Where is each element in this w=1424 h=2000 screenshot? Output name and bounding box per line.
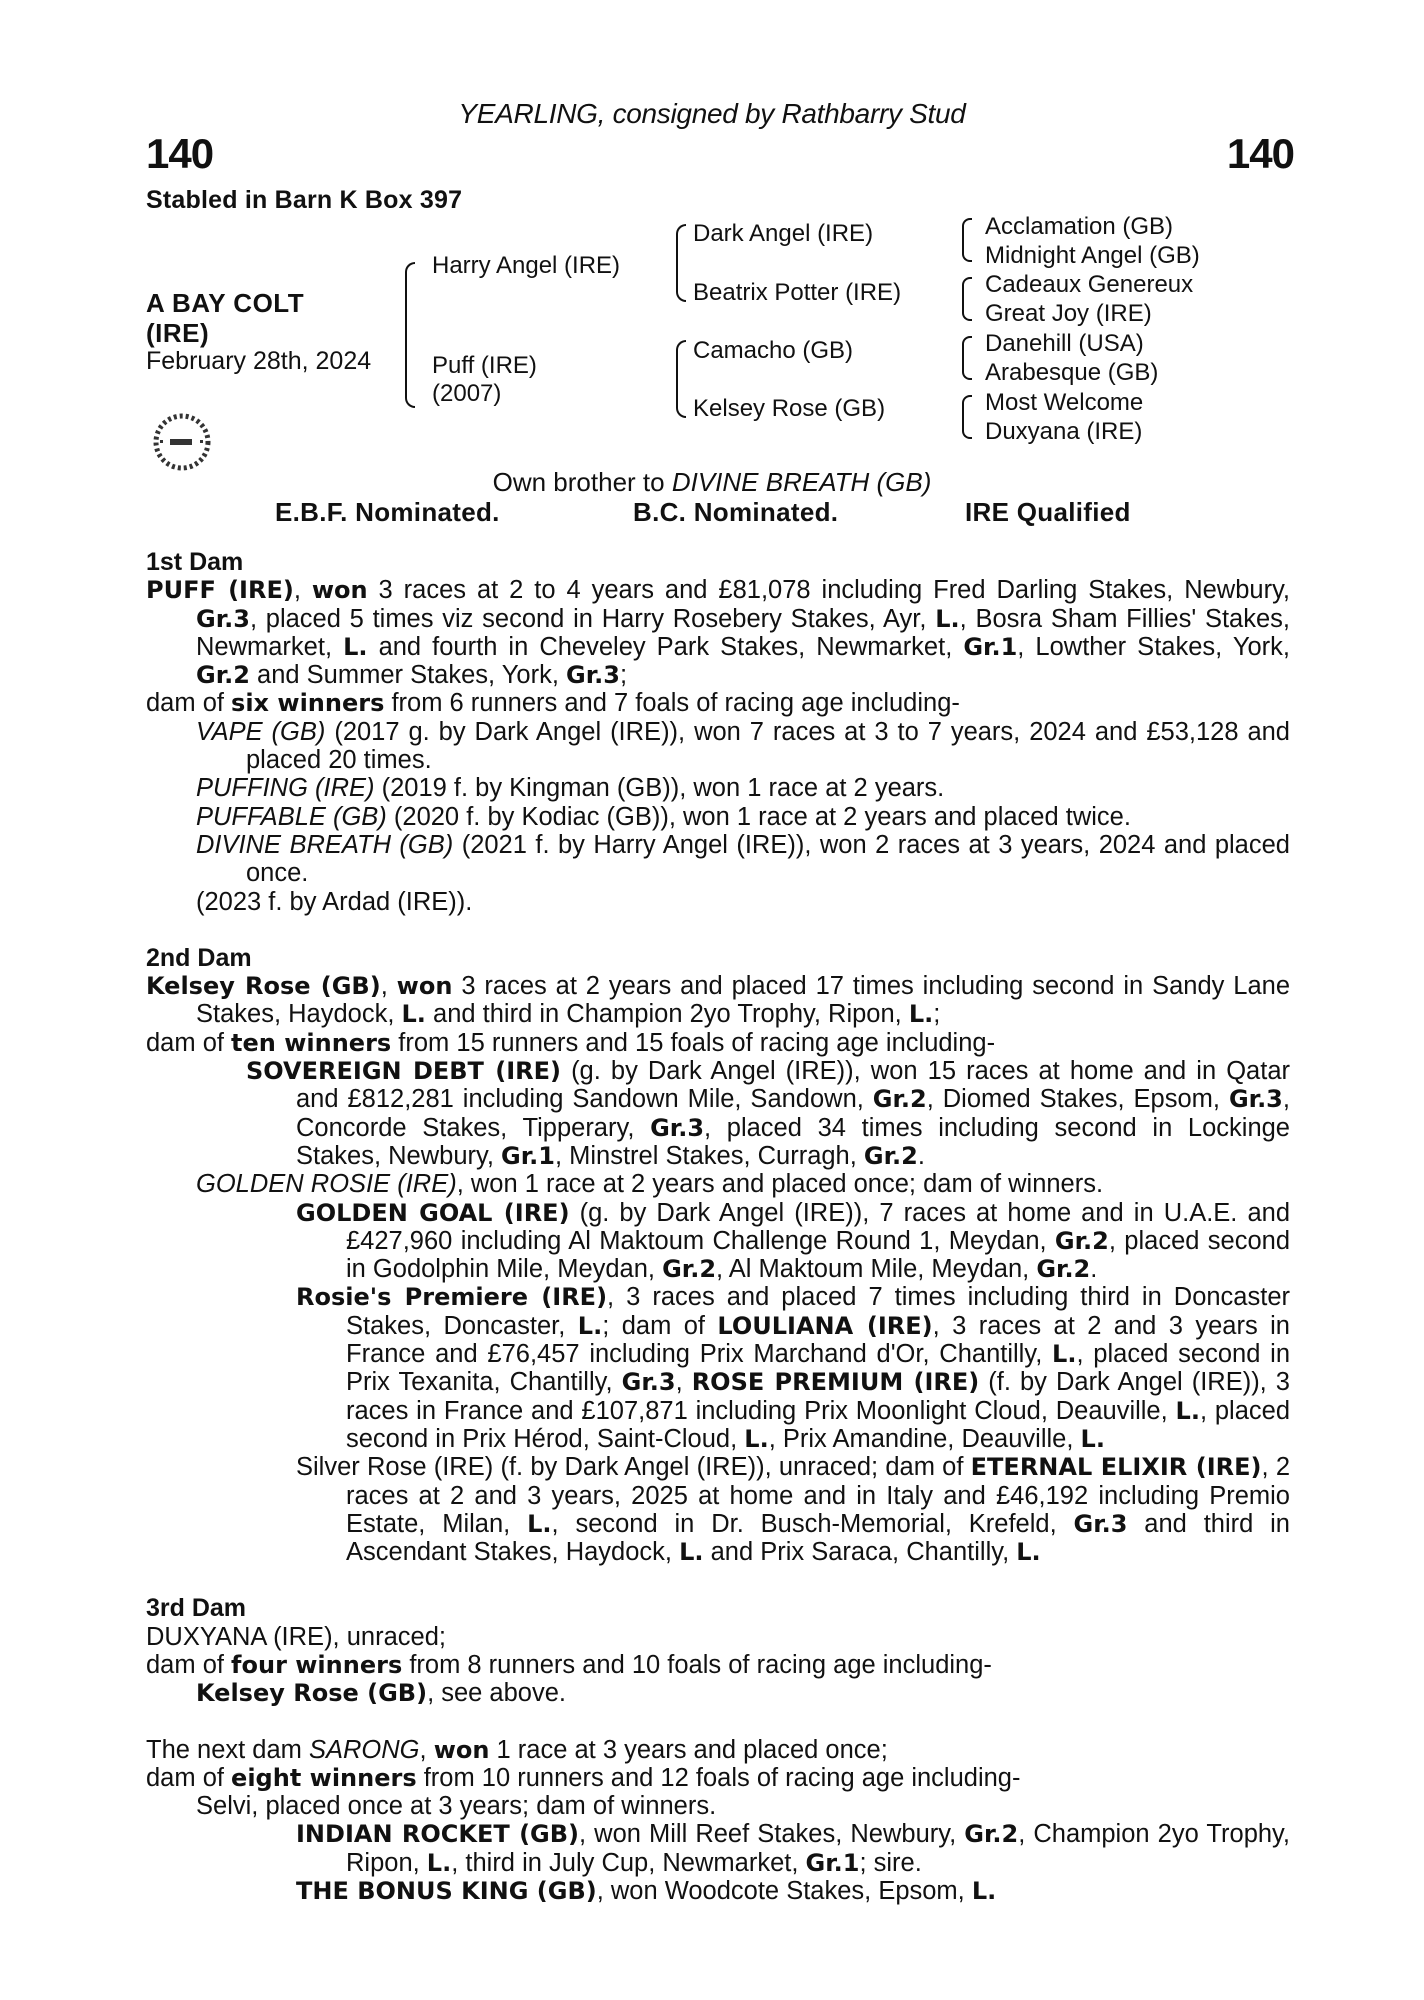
pedigree-dam-sire: Camacho (GB) xyxy=(693,337,854,364)
first-dam-name: PUFF (IRE) xyxy=(146,576,294,605)
first-dam-record: PUFF (IRE), won 3 races at 2 to 4 years and £81,078 including Fred Darling Stakes, Newbury, Gr.3, placed 5 times viz second in Harry Rosebery Stakes, Ayr, L., Bosra Sham Fillies' Stakes, Newmarket, L. and fourth in Cheveley Park Stakes, Newmarket, Gr.1, Lowther Stakes, York, Gr.2 and Summer Stakes, York, Gr.3; xyxy=(146,576,1291,690)
pedigree-brace-g3-1 xyxy=(962,218,972,262)
first-dam-section xyxy=(146,548,1290,916)
progeny-item: PUFFABLE (GB) (2020 f. by Kodiac (GB)), won 1 race at 2 years and placed twice. xyxy=(196,802,1131,831)
pedigree-brace-main xyxy=(405,262,415,408)
horse-name-line1: A BAY COLT xyxy=(146,288,305,318)
progeny-item: PUFFING (IRE) (2019 f. by Kingman (GB)), won 1 race at 2 years. xyxy=(196,774,945,803)
second-dam-heading: 2nd Dam xyxy=(146,943,252,972)
pedigree-gen3-item: Acclamation (GB) xyxy=(985,213,1174,240)
own-brother-name: DIVINE BREATH (GB) xyxy=(671,467,932,497)
nomination-ebf: E.B.F. Nominated. xyxy=(275,497,500,527)
progeny-golden-goal: GOLDEN GOAL (IRE) (g. by Dark Angel (IRE)), 7 races at home and in U.A.E. and £427,960 including Al Maktoum Challenge Round 1, Meydan, Gr.2, placed second in Godolphin Mile, Meydan, Gr.2, Al Maktoum Mile, Meydan, Gr.2. xyxy=(296,1198,1291,1284)
third-dam-heading: 3rd Dam xyxy=(146,1594,247,1623)
third-dam-section xyxy=(146,1594,1290,1707)
pedigree-gen3-item: Arabesque (GB) xyxy=(985,359,1159,386)
progeny-indian-rocket: INDIAN ROCKET (GB), won Mill Reef Stakes, Newbury, Gr.2, Champion 2yo Trophy, Ripon, L., third in July Cup, Newmarket, Gr.1; sire. xyxy=(296,1820,1290,1877)
consignor-line: YEARLING, consigned by Rathbarry Stud xyxy=(458,98,966,129)
next-dam-produce-summary: dam of eight winners from 10 runners and 12 foals of racing age including- xyxy=(146,1763,1021,1792)
pedigree-brace-g3-2 xyxy=(962,277,972,321)
pedigree-brace-g3-4 xyxy=(962,395,972,439)
pedigree-gen3-item: Most Welcome xyxy=(985,389,1144,416)
horse-name-line2: (IRE) xyxy=(146,318,210,348)
pedigree-dam-year: (2007) xyxy=(432,380,502,407)
progeny-kelsey-rose: Kelsey Rose (GB), see above. xyxy=(196,1679,566,1708)
progeny-rosies-premiere: Rosie's Premiere (IRE), 3 races and placed 7 times including third in Doncaster Stakes, Doncaster, L.; dam of LOULIANA (IRE), 3 races at 2 and 3 years in France and £76,457 including Prix Marchand d'Or, Chantilly, L., placed second in Prix Texanita, Chantilly, Gr.3, ROSE PREMIUM (IRE) (f. by Dark Angel (IRE)), 3 races in France and £107,871 including Prix Moonlight Cloud, Deauville, L., placed second in Prix Hérod, Saint-Cloud, L., Prix Amandine, Deauville, L. xyxy=(296,1283,1291,1453)
pedigree-brace-sire xyxy=(676,224,686,302)
progeny-item: (2023 f. by Ardad (IRE)). xyxy=(196,887,473,916)
horse-dob: February 28th, 2024 xyxy=(146,347,372,375)
pedigree-brace-dam xyxy=(676,340,686,418)
nomination-bc: B.C. Nominated. xyxy=(633,497,839,527)
pedigree-notes xyxy=(146,548,1290,1905)
first-dam-heading: 1st Dam xyxy=(146,548,244,576)
pedigree-dam-dam: Kelsey Rose (GB) xyxy=(693,395,886,422)
next-dam-section xyxy=(146,1736,1290,1906)
pedigree-gen3-item: Midnight Angel (GB) xyxy=(985,242,1200,269)
second-dam-record: Kelsey Rose (GB), won 3 races at 2 years and placed 17 times including second in Sandy Lane Stakes, Haydock, L. and third in Champion 2yo Trophy, Ripon, L.; xyxy=(146,972,1291,1029)
progeny-silver-rose: Silver Rose (IRE) (f. by Dark Angel (IRE)), unraced; dam of ETERNAL ELIXIR (IRE), 2 races at 2 and 3 years, 2025 at home and in Italy and £46,192 including Premio Estate, Milan, L., second in Dr. Busch-Memorial, Krefeld, Gr.3 and third in Ascendant Stakes, Haydock, L. and Prix Saraca, Chantilly, L. xyxy=(296,1453,1291,1567)
pedigree-sire: Harry Angel (IRE) xyxy=(432,252,621,279)
lot-number-right: 140 xyxy=(1226,130,1294,177)
pedigree-brace-g3-3 xyxy=(962,336,972,380)
breeders-stamp-icon xyxy=(150,410,214,474)
first-dam-produce-summary: dam of six winners from 6 runners and 7 foals of racing age including- xyxy=(146,689,960,718)
second-dam-name: Kelsey Rose (GB) xyxy=(146,972,381,1001)
pedigree-gen3-item: Cadeaux Genereux xyxy=(985,271,1194,298)
stabled-location: Stabled in Barn K Box 397 xyxy=(146,186,463,214)
second-dam-section xyxy=(146,944,1290,1567)
pedigree-gen3-item: Great Joy (IRE) xyxy=(985,300,1152,327)
third-dam-record: DUXYANA (IRE), unraced; xyxy=(146,1622,446,1651)
own-brother-line xyxy=(0,467,1424,498)
progeny-item: VAPE (GB) (2017 g. by Dark Angel (IRE)), won 7 races at 3 to 7 years, 2024 and £53,128 and placed 20 times. xyxy=(196,717,1290,775)
progeny-the-bonus-king: THE BONUS KING (GB), won Woodcote Stakes, Epsom, L. xyxy=(296,1877,997,1906)
second-dam-produce-summary: dam of ten winners from 15 runners and 15 foals of racing age including- xyxy=(146,1028,996,1057)
pedigree-sire-sire: Dark Angel (IRE) xyxy=(693,220,874,247)
own-brother-prefix: Own brother to xyxy=(492,467,672,497)
progeny-item: DIVINE BREATH (GB) (2021 f. by Harry Angel (IRE)), won 2 races at 3 years, 2024 and placed once. xyxy=(196,830,1290,888)
nomination-ire: IRE Qualified xyxy=(965,497,1131,527)
pedigree-gen3-item: Danehill (USA) xyxy=(985,330,1144,357)
lot-number-left: 140 xyxy=(146,130,214,177)
progeny-selvi: Selvi, placed once at 3 years; dam of winners. xyxy=(196,1792,717,1821)
third-dam-produce-summary: dam of four winners from 8 runners and 10 foals of racing age including- xyxy=(146,1650,992,1679)
progeny-golden-rosie: GOLDEN ROSIE (IRE), won 1 race at 2 years and placed once; dam of winners. xyxy=(196,1170,1104,1199)
horse-name xyxy=(146,288,304,348)
pedigree-gen3-item: Duxyana (IRE) xyxy=(985,418,1143,445)
next-dam-record: The next dam SARONG, won 1 race at 3 years and placed once; xyxy=(146,1735,888,1764)
progeny-sovereign-debt: SOVEREIGN DEBT (IRE) (g. by Dark Angel (IRE)), won 15 races at home and in Qatar and £812,281 including Sandown Mile, Sandown, Gr.2, Diomed Stakes, Epsom, Gr.3, Concorde Stakes, Tipperary, Gr.3, placed 34 times including second in Lockinge Stakes, Newbury, Gr.1, Minstrel Stakes, Curragh, Gr.2. xyxy=(246,1057,1290,1170)
pedigree-sire-dam: Beatrix Potter (IRE) xyxy=(693,279,902,306)
pedigree-dam: Puff (IRE) xyxy=(432,352,537,379)
